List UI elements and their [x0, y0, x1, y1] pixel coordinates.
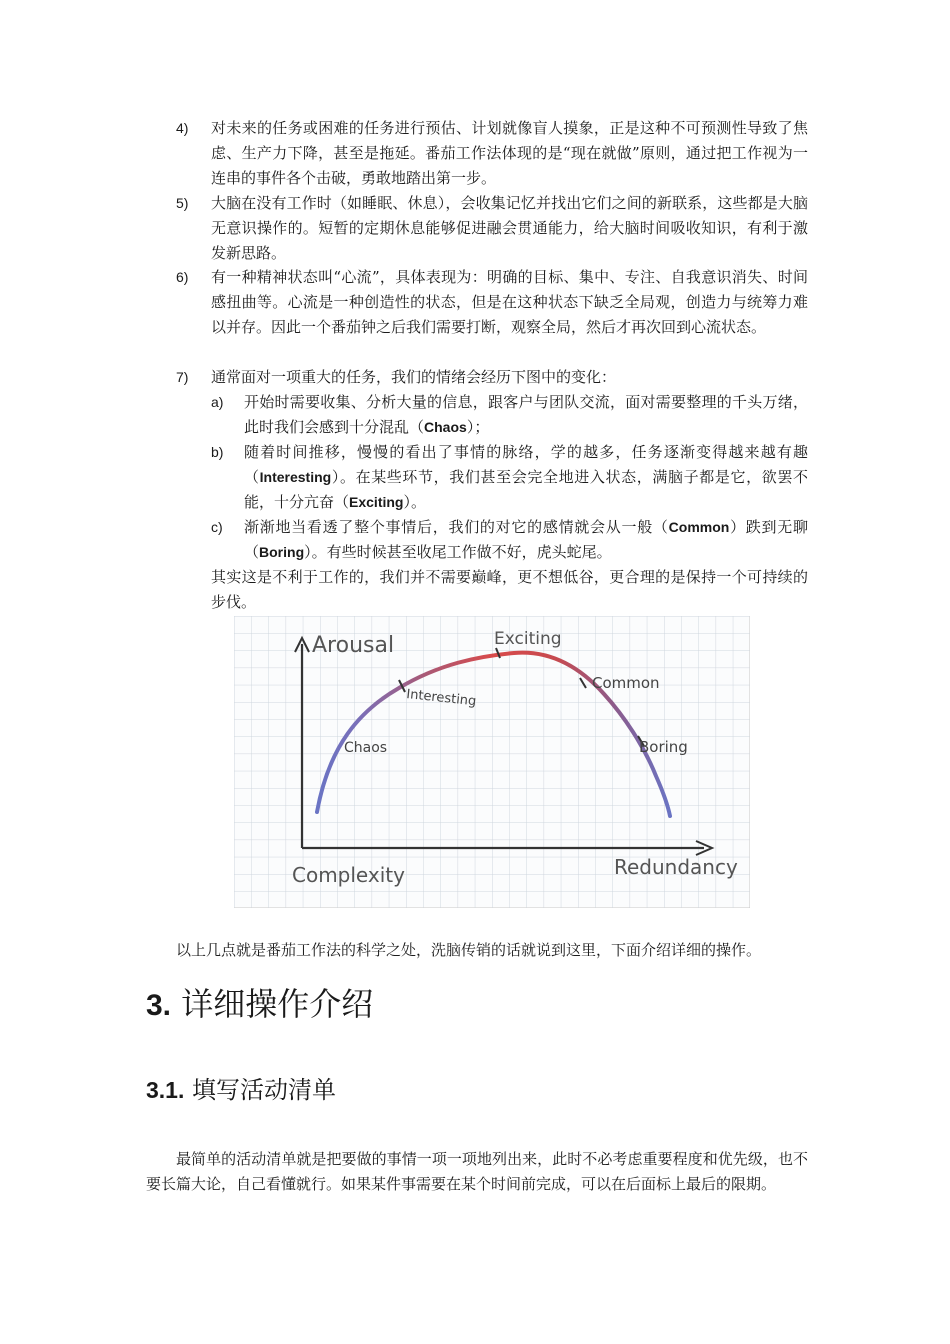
sub-list-item	[211, 440, 808, 515]
list-text: 有一种精神状态叫“心流”，具体表现为：明确的目标、集中、专注、自我意识消失、时间感扭曲等。心流是一种创造性的状态，但是在这种状态下缺乏全局观，创造力与统筹力难以并存。因此一个番茄钟之后我们需要打断，观察全局，然后才再次回到心流状态。	[211, 268, 808, 336]
body-paragraph: 最简单的活动清单就是把要做的事情一项一项地列出来，此时不必考虑重要程度和优先级，也不要长篇大论，自己看懂就行。如果某件事需要在某个时间前完成，可以在后面标上最后的限期。	[146, 1150, 808, 1193]
section-number: 3.	[146, 989, 172, 1022]
term-exciting: Exciting	[349, 494, 404, 510]
label-boring: Boring	[639, 738, 688, 756]
arousal-curve-svg	[234, 616, 750, 908]
term-interesting: Interesting	[259, 469, 332, 485]
list-item	[176, 116, 808, 191]
list-number: 7)	[176, 369, 189, 385]
label-interesting: Interesting	[405, 687, 477, 710]
section-heading	[146, 982, 373, 1028]
list-item	[176, 191, 808, 266]
label-common: Common	[592, 674, 660, 692]
summary-paragraph: 以上几点就是番茄工作法的科学之处，洗脑传销的话就说到这里，下面介绍详细的操作。	[176, 941, 762, 959]
sub-list-item	[211, 390, 808, 440]
list-item	[176, 365, 808, 390]
sub-list-number: b)	[211, 444, 224, 460]
conclusion-paragraph: 其实这是不利于工作的，我们并不需要巅峰，更不想低谷，更合理的是保持一个可持续的步伐。	[211, 568, 808, 611]
sub-list-number: a)	[211, 394, 224, 410]
x-axis-left-label: Complexity	[292, 863, 405, 887]
label-chaos: Chaos	[344, 740, 388, 756]
section-title: 详细操作介绍	[171, 985, 374, 1023]
list-number: 4)	[176, 120, 189, 136]
term-chaos: Chaos	[424, 419, 467, 435]
x-axis-right-label: Redundancy	[614, 855, 738, 879]
sub-list-text: 开始时需要收集、分析大量的信息，跟客户与团队交流，面对需要整理的千头万绪，此时我们会感到十分混乱（Chaos）；	[244, 393, 808, 436]
y-axis-label: Arousal	[312, 633, 395, 658]
label-exciting: Exciting	[494, 629, 562, 649]
subsection-heading	[146, 1072, 336, 1108]
arousal-curve-figure	[234, 616, 750, 908]
term-common: Common	[668, 519, 730, 535]
list-text: 大脑在没有工作时（如睡眠、休息），会收集记忆并找出它们之间的新联系，这些都是大脑无意识操作的。短暂的定期休息能够促进融会贯通能力，给大脑时间吸收知识，有利于激发新思路。	[211, 194, 808, 262]
sub-list-text: 渐渐地当看透了整个事情后，我们的对它的感情就会从一般（Common）跌到无聊（Boring）。有些时候甚至收尾工作做不好，虎头蛇尾。	[244, 518, 808, 561]
sub-list-text: 随着时间推移，慢慢的看出了事情的脉络，学的越多，任务逐渐变得越来越有趣（Interesting）。在某些环节，我们甚至会完全地进入状态，满脑子都是它，欲罢不能，十分亢奋（Exciting）。	[244, 443, 808, 511]
list-text: 通常面对一项重大的任务，我们的情绪会经历下图中的变化：	[211, 368, 617, 386]
subsection-title: 填写活动清单	[184, 1076, 337, 1104]
sub-list-item	[211, 515, 808, 565]
list-text: 对未来的任务或困难的任务进行预估、计划就像盲人摸象，正是这种不可预测性导致了焦虑、生产力下降，甚至是拖延。番茄工作法体现的是“现在就做”原则，通过把工作视为一连串的事件各个击破，勇敢地踏出第一步。	[211, 119, 808, 187]
term-boring: Boring	[259, 544, 305, 560]
list-number: 6)	[176, 269, 189, 285]
list-number: 5)	[176, 195, 189, 211]
subsection-number: 3.1.	[146, 1077, 185, 1103]
list-item	[176, 265, 808, 340]
sub-list-number: c)	[211, 519, 223, 535]
